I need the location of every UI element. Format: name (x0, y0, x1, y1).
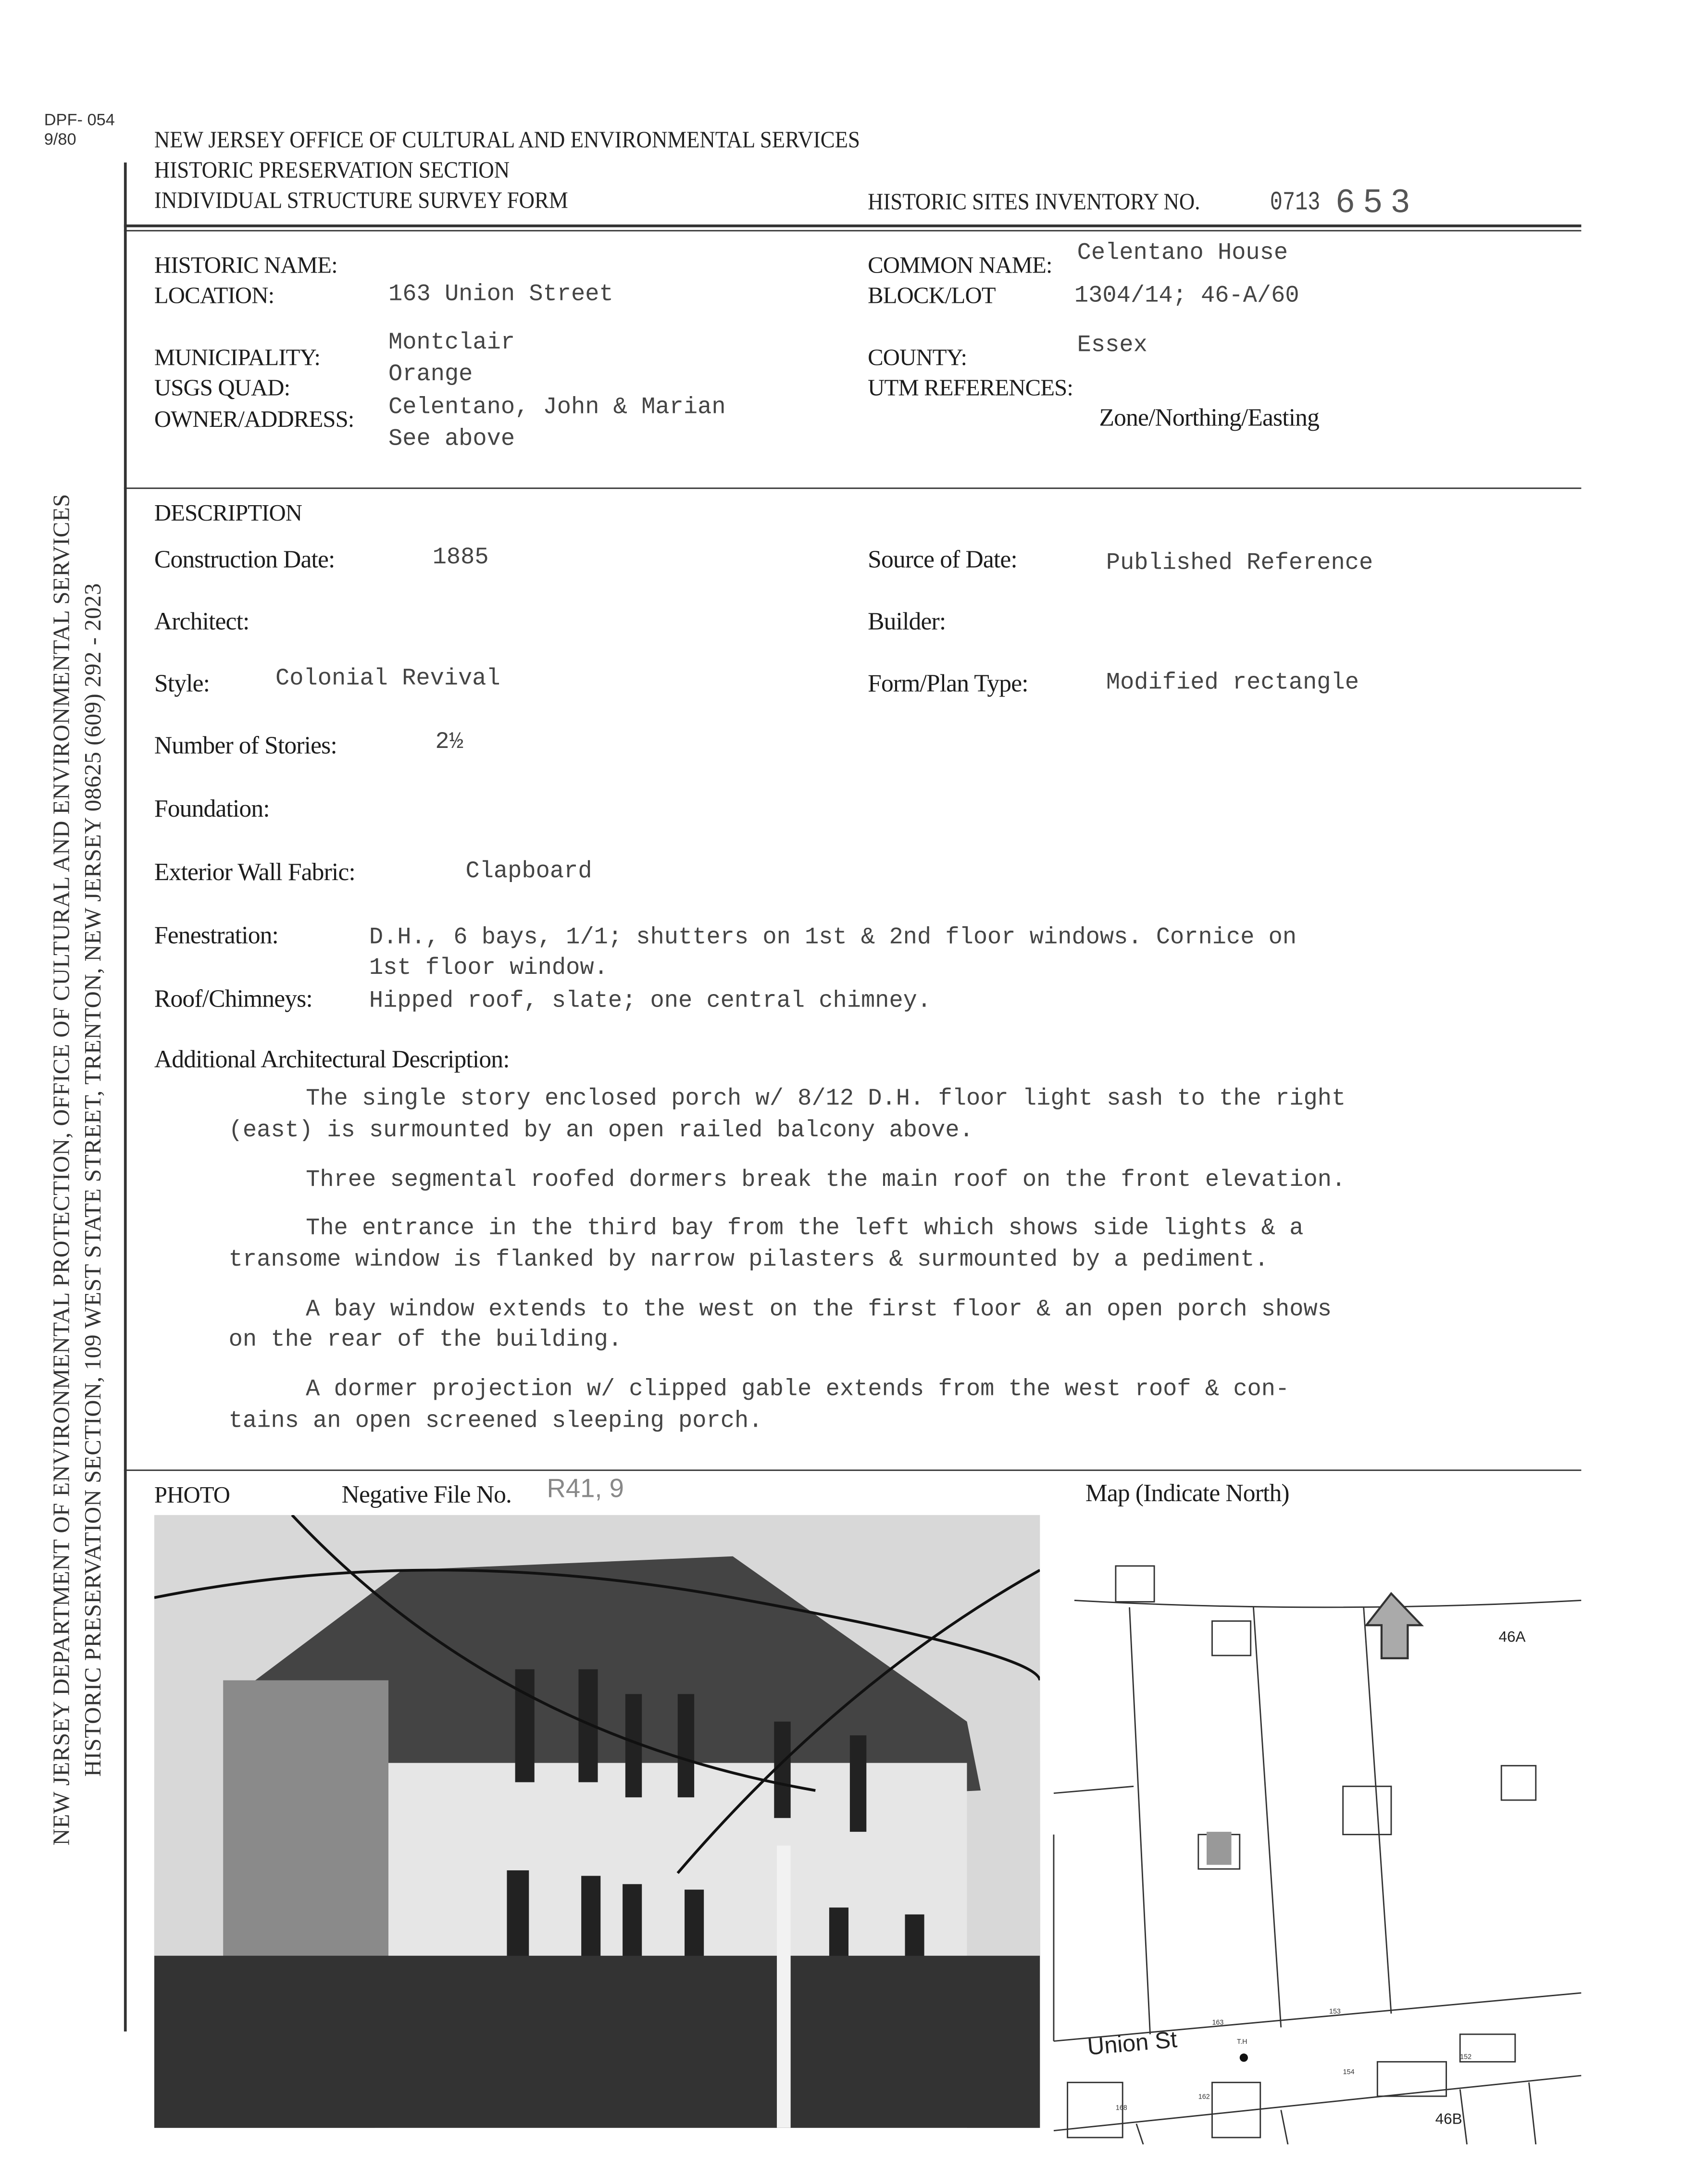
stories-value: 2½ (435, 730, 463, 757)
description-paragraph: (east) is surmounted by an open railed balcony above. (228, 1118, 973, 1145)
style-value: Colonial Revival (275, 666, 500, 693)
map-house-number: 154 (1343, 2068, 1355, 2077)
usgs-value: Orange (388, 362, 473, 389)
map-house-number: 163 (1212, 2018, 1224, 2027)
house-photo (154, 1515, 1040, 2128)
county-label: COUNTY: (868, 344, 967, 371)
municipality-value: Montclair (388, 330, 515, 357)
header-agency: NEW JERSEY OFFICE OF CULTURAL AND ENVIRONMENTAL SERVICES (154, 126, 860, 153)
wall-fabric-value: Clapboard (465, 859, 592, 886)
wall-fabric-label: Exterior Wall Fabric: (154, 858, 355, 886)
description-paragraph: on the rear of the building. (228, 1328, 623, 1354)
description-paragraph: The single story enclosed porch w/ 8/12 D.H. floor light sash to the right (306, 1086, 1346, 1113)
form-date: 9/80 (44, 129, 76, 149)
subject-property-marker (1207, 1832, 1232, 1865)
side-address-text: HISTORIC PRESERVATION SECTION, 109 WEST STATE STREET, TRENTON, NEW JERSEY 08625 (609) 292 - 2023 (80, 583, 106, 1777)
map-house-number: 162 (1198, 2093, 1210, 2101)
description-paragraph: The entrance in the third bay from the left which shows side lights & a (306, 1216, 1304, 1243)
inventory-label: HISTORIC SITES INVENTORY NO. (868, 188, 1200, 215)
historic-name-label: HISTORIC NAME: (154, 252, 337, 278)
style-label: Style: (154, 669, 210, 697)
map-street-label: Union St (1086, 2026, 1178, 2060)
fenestration-label: Fenestration: (154, 921, 279, 949)
block-lot-label: BLOCK/LOT (868, 282, 996, 309)
owner-value: Celentano, John & Marian (388, 395, 726, 422)
usgs-label: USGS QUAD: (154, 374, 290, 401)
map-house-number: 152 (1460, 2053, 1472, 2061)
source-value: Published Reference (1106, 551, 1373, 577)
section-rule (124, 487, 1581, 489)
address-value: See above (388, 427, 515, 453)
foundation-label: Foundation: (154, 795, 270, 822)
description-paragraph: Three segmental roofed dormers break the main roof on the front elevation. (306, 1168, 1346, 1194)
description-paragraph: tains an open screened sleeping porch. (228, 1409, 763, 1435)
map-lot-south: 46B (1435, 2110, 1462, 2127)
source-label: Source of Date: (868, 545, 1017, 573)
header-section: HISTORIC PRESERVATION SECTION (154, 157, 510, 184)
inventory-prefix: 0713 (1270, 187, 1321, 218)
negative-label: Negative File No. (341, 1480, 512, 1508)
header-double-rule-2 (124, 230, 1581, 232)
construction-date-label: Construction Date: (154, 545, 335, 573)
roof-value: Hipped roof, slate; one central chimney. (369, 989, 932, 1015)
description-paragraph: transome window is flanked by narrow pilasters & surmounted by a pediment. (228, 1247, 1269, 1274)
fenestration-value-cont: 1st floor window. (369, 956, 608, 982)
architect-label: Architect: (154, 607, 249, 635)
stories-label: Number of Stories: (154, 731, 337, 759)
block-lot-value: 1304/14; 46-A/60 (1074, 284, 1299, 310)
description-paragraph: A dormer projection w/ clipped gable extends from the west roof & con- (306, 1377, 1290, 1404)
additional-description-label: Additional Architectural Description: (154, 1045, 510, 1073)
owner-label: OWNER/ADDRESS: (154, 406, 354, 433)
form-plan-value: Modified rectangle (1106, 671, 1359, 697)
fenestration-value: D.H., 6 bays, 1/1; shutters on 1st & 2nd floor windows. Cornice on (369, 925, 1297, 952)
map-house-number: 168 (1115, 2104, 1127, 2112)
common-name-label: COMMON NAME: (868, 252, 1052, 278)
location-label: LOCATION: (154, 282, 274, 309)
north-arrow-icon (1366, 1593, 1421, 1658)
county-value: Essex (1077, 333, 1147, 360)
utm-label: UTM REFERENCES: (868, 374, 1073, 401)
photo-label: PHOTO (154, 1482, 230, 1508)
negative-value: R41, 9 (547, 1475, 624, 1504)
common-name-value: Celentano House (1077, 241, 1288, 267)
left-margin-rule (124, 162, 127, 2031)
builder-label: Builder: (868, 607, 946, 635)
location-map (1047, 1518, 1582, 2145)
header-double-rule (124, 224, 1581, 227)
section-rule (124, 1469, 1581, 1471)
utm-subheading: Zone/Northing/Easting (1099, 403, 1320, 431)
map-marker-label: T.H (1237, 2038, 1247, 2046)
roof-label: Roof/Chimneys: (154, 984, 312, 1012)
municipality-label: MUNICIPALITY: (154, 344, 321, 371)
header-form-title: INDIVIDUAL STRUCTURE SURVEY FORM (154, 187, 568, 214)
description-paragraph: A bay window extends to the west on the first floor & an open porch shows (306, 1297, 1332, 1324)
map-house-number: 153 (1329, 2008, 1341, 2016)
side-agency-text: NEW JERSEY DEPARTMENT OF ENVIRONMENTAL PROTECTION, OFFICE OF CULTURAL AND ENVIRONMENTAL SERVICES (48, 494, 75, 1846)
inventory-handwritten: 6 5 3 (1336, 183, 1410, 221)
form-code: DPF- 054 (44, 110, 115, 130)
construction-date-value: 1885 (432, 545, 489, 572)
map-lot-north: 46A (1498, 1628, 1526, 1645)
description-heading: DESCRIPTION (154, 500, 302, 526)
map-label: Map (Indicate North) (1085, 1479, 1289, 1507)
form-plan-label: Form/Plan Type: (868, 669, 1028, 697)
location-value: 163 Union Street (388, 282, 613, 309)
